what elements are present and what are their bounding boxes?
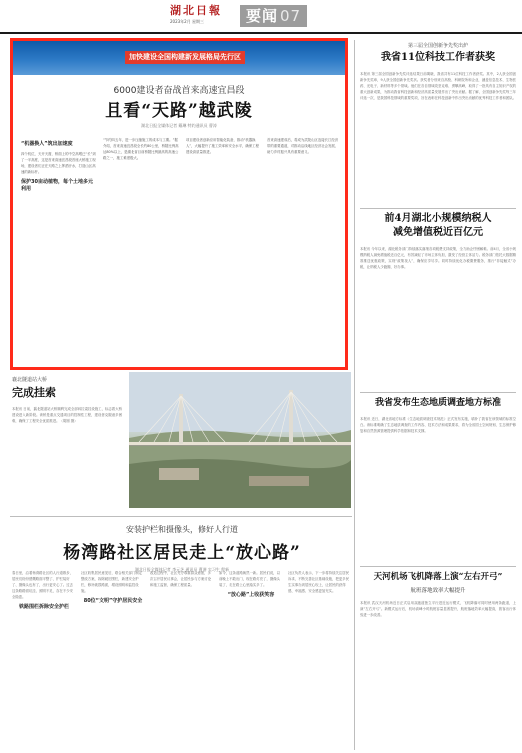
story-airport-text: 本报讯 武汉天河机场近日正式启用双跑道独立平行进近运行模式，飞机降落可同时使用两条跑道，上演“左右开弓”。新模式运行后，机场高峰小时航班容量显著提升，航班落地效率大幅提高，旅客出行体验进一步改善。 [360,601,516,617]
story-tech-awards-text: 本报讯 第三届全国创新争先奖评选结果日前揭晓，我省共有11位科技工作者获奖。其中，2人获全国创新争先奖章，9人获全国创新争先奖状。获奖者分别来自高校、科研院所和企业，涵盖信息技术、生物医药、光电子、新材料等多个领域。他们在各自领域攻坚克难、勇攀高峰，取得了一批具有自主知识产权的重大创新成果，为推动我省科技创新和经济高质量发展作出了突出贡献。据了解，全国创新争先奖每三年评选一次，是我国科技领域的重要奖项，旨在表彰在科技创新中作出突出贡献的优秀科技工作者和团队。 [360,72,516,100]
story-bridge-headline[interactable]: 完成挂索 [12,386,56,399]
paper-logo: 湖北日報 [170,4,222,17]
story-tax-relief-headline[interactable]: 前4月湖北小规模纳税人 [384,213,492,224]
story-community-road-byline: 湖北日报全媒体记者 李元芝 通讯员 曹谐 实习生 程新 [134,567,230,572]
page-number: 07 [280,7,302,25]
section-divider [10,516,352,517]
story-geology-standard-headline[interactable]: 我省发布生态地质调查地方标准 [374,398,501,408]
story-community-road-column-4-subhead: “放心路”上收获笑容 [227,592,275,598]
lead-column-3: 项目建设者创新应用智能化装备，推动“机器换人”，大幅提升了施工效率和安全水平，确保工程建设高质量推进。 [186,138,259,154]
story-community-road-column-1 [12,570,76,613]
lead-column-1 [21,137,97,196]
lead-column-1-subhead-2: 保护30亩动植物，每个土地多元利用 [21,179,93,192]
lead-column-4: 首来高速建成后，将成为武陵山区连接长江经济带的重要通道，对推动沿线地区经济社会发展、助力乡村振兴具有重要意义。 [267,138,339,154]
lead-story[interactable] [10,38,348,370]
story-tax-relief[interactable] [360,212,516,378]
story-tech-awards-headline[interactable]: 我省11位科技工作者获奖 [381,52,495,63]
story-bridge[interactable] [12,376,122,506]
story-community-road-column-2-subhead: 80位“文明”守护居民安全 [83,598,143,604]
section-divider [360,392,516,393]
story-community-road-column-4-text: 如今，这条道路焕然一新。居民们说，以前晚上不敢出门，现在路灯亮了，摄像头装了，走在路上心里踏实多了。 [219,571,281,587]
story-community-road[interactable] [12,524,352,610]
lead-headline[interactable]: 且看“天路”越武陵 [105,101,253,121]
lead-column-1-text: 四个机位，天开天窗，桥面上的中空高墩已“长”到了一半高度，这是首来高速宜昌段首座大桥施工现场，建设者们正在天路之上挥洒汗水，打造山区高速的新标杆。 [21,152,96,174]
lead-subhead: 6000建设者奋战首来高速宜昌段 [113,86,245,96]
bridge-photo [129,372,351,508]
masthead-date: 2023年2月 星期三 [170,19,204,24]
story-airport-headline[interactable]: 天河机场飞机降落上演“左右开弓” [373,572,503,582]
story-bridge-kicker: 襄北隧道站大桥 [12,377,48,383]
lead-byline: 湖北日报全媒体记者 戴琳 特约通讯员 曹涛 [141,123,217,128]
story-community-road-column-1-text: 春日里，沿着杨湾路社区的人行道散步，居民们纷纷感慨路面平整了、护栏装好了、摄像头也有了，出行更安心了。过去这条路路面坑洼、照明不足，存在不少安全隐患。 [12,571,74,599]
story-geology-standard[interactable] [360,396,516,566]
lead-banner [13,41,345,75]
story-tax-relief-text: 本报讯 今年以来，湖北税务部门持续落实落细各项税费支持政策，全力助企纾困解难。前4月，全省小规模纳税人减免增值税近百亿元，有效减轻了市场主体负担，激发了经营主体活力。税务部门依托大数据精准推送优惠政策，实现“政策找人”，确保应享尽享。同时持续优化办税缴费服务，推行“非接触式”办税，让纳税人少跑腿、好办事。 [360,247,516,269]
story-community-road-column-4 [219,570,283,613]
story-tech-awards[interactable] [360,42,516,199]
lead-banner-tag: 加快建设全国构建新发展格局先行区 [125,51,245,64]
story-tax-relief-headline-2[interactable]: 减免增值税近百亿元 [393,227,483,238]
story-airport[interactable] [360,570,516,750]
lead-column-2: “节约四五年，进一步压缩施工的成本与工期。”据介绍，首来高速宜昌段全长约80公里，桥隧比例高达80%以上，是湖北省目前桥隧比例最高的高速公路之一，施工难度极大。 [103,138,179,160]
story-community-road-column-2-text: 社区收集居民意见后，联合相关部门制定整改方案，拆除破旧围栏，新建安全护栏，修补破损路面，增设照明和监控设施。 [81,571,143,593]
masthead [0,0,522,34]
story-community-road-headline[interactable]: 杨湾路社区居民走上“放心路” [63,543,301,563]
story-community-road-columns [12,570,352,613]
story-geology-standard-text: 本报讯 近日，湖北省地方标准《生态地质调查技术规范》正式发布实施，填补了我省在该领域的标准空白。该标准明确了生态地质调查的工作内容、技术方法和成果要求，将为全省国土空间规划、生态保护修复和自然资源管理提供科学依据和技术支撑。 [360,417,516,433]
story-community-road-column-3: 改造过程中，社区充分尊重群众意愿，多次召开居民议事会，让居民参与方案讨论和施工监督，确保工程质量。 [150,571,212,587]
section-divider [360,208,516,209]
story-community-road-column-2 [81,570,145,613]
section-name: 要闻 [246,7,279,25]
lead-column-1-subhead: “机器换人”筑出加速度 [21,141,73,147]
story-community-road-column-5: 社区负责人表示，下一步将持续关注居民诉求，不断完善社区基础设施，把更多民生实事办到居民心坎上，让居民的获得感、幸福感、安全感更加充实。 [288,571,350,593]
story-community-road-column-1-subhead: 铁路围栏拆除安全护栏 [18,604,69,610]
section-label [240,5,307,27]
story-bridge-text: 本报讯 日前，襄北隧道站大桥顺利完成全部斜拉索挂设施工，标志着大桥建设进入新阶段。该桥是重点交通项目的控制性工程，建设者克服诸多困难，确保了工程安全优质推进。（胡刚 摄） [12,407,122,423]
bridge-photo-illustration [129,372,351,508]
section-divider [360,566,516,567]
story-community-road-kicker: 安装护栏和摄像头，修好人行道 [126,525,238,534]
story-airport-subhead: 航班落地效率大幅提升 [410,588,466,594]
column-divider [354,40,355,750]
story-tech-awards-kicker: 第三届全国创新争先奖出炉 [407,43,468,49]
